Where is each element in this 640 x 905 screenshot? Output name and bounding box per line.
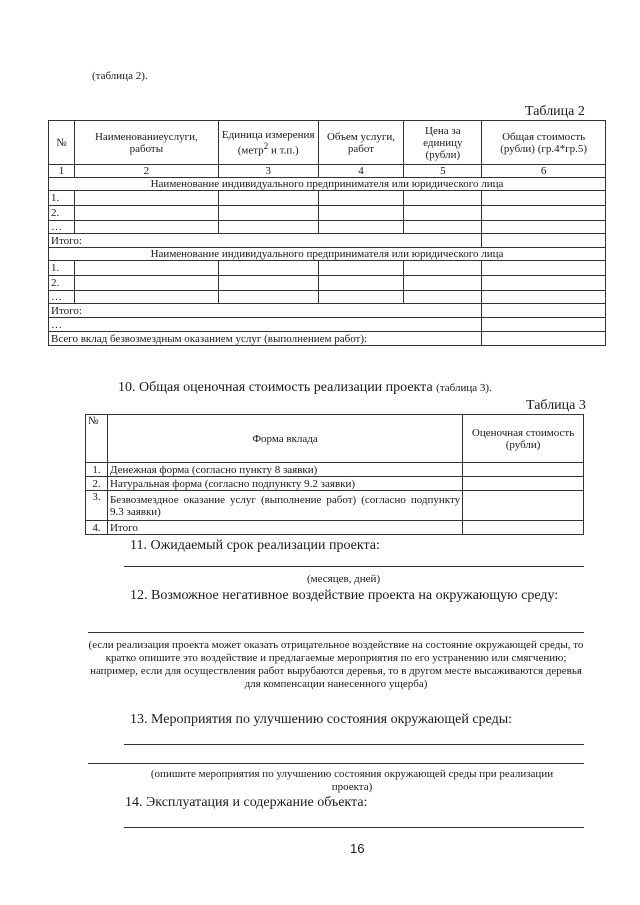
- t2-row-num: …: [49, 221, 75, 234]
- t3-row: [86, 491, 584, 521]
- table3-header-row: [86, 415, 584, 463]
- table2-caption: Таблица 2: [525, 104, 585, 119]
- section11-blank-line[interactable]: [124, 566, 584, 567]
- t2-header-total: Общая стоимость (рубли) (гр.4*гр.5): [482, 121, 606, 165]
- t2-header-num: №: [49, 121, 75, 165]
- t3-row-text: Натуральная форма (согласно подпункту 9.2 заявки): [107, 477, 462, 491]
- t2-group-label: Наименование индивидуального предпринимателя или юридического лица: [49, 248, 606, 261]
- t2-colnum: 6: [482, 165, 606, 178]
- t3-header-cost: Оценочная стоимость (рубли): [463, 415, 584, 463]
- section13-blank-line-2[interactable]: [88, 763, 584, 764]
- t2-colnum: 5: [404, 165, 482, 178]
- table3: [85, 414, 584, 535]
- t2-grand-total: Всего вклад безвозмездным оказанием услуг (выполнением работ):: [49, 332, 482, 346]
- section12-blank-line[interactable]: [88, 632, 584, 633]
- section12-title: 12. Возможное негативное воздействие проекта на окружающую среду:: [130, 588, 559, 603]
- section11-title: 11. Ожидаемый срок реализации проекта:: [130, 538, 380, 553]
- t3-row-num: 2.: [86, 477, 108, 491]
- t2-colnum-row: [49, 165, 606, 178]
- section10-ref: (таблица 3).: [436, 382, 492, 394]
- section10-line: [118, 380, 492, 396]
- t3-row-num: 3.: [86, 491, 108, 521]
- t2-subtotal: Итого:: [49, 234, 482, 248]
- table3-caption: Таблица 3: [526, 398, 586, 413]
- t2-ellipsis: …: [49, 318, 482, 332]
- section14-title: 14. Эксплуатация и содержание объекта:: [125, 795, 368, 810]
- t3-row-text: Денежная форма (согласно пункту 8 заявки): [107, 463, 462, 477]
- t3-row-num: 1.: [86, 463, 108, 477]
- intro-text: (таблица 2).: [92, 70, 148, 82]
- t2-subtotal: Итого:: [49, 304, 482, 318]
- t3-row-text: Итого: [107, 521, 462, 535]
- t3-row-num: 4.: [86, 521, 108, 535]
- t2-row-num: 2.: [49, 206, 75, 221]
- section14-blank-line[interactable]: [124, 827, 584, 828]
- t3-row: [86, 463, 584, 477]
- t3-header-form: Форма вклада: [107, 415, 462, 463]
- t2-row-num: …: [49, 291, 75, 304]
- t2-colnum: 4: [318, 165, 404, 178]
- section12-hint: (если реализация проекта может оказать отрицательное воздействие на состояние окружающей среды, то кратко опишите это воздействие и предлагаемые мероприятия по его устранению или смягчению; например, если для осуществления работ вырубаются деревья, то в другом месте высаживаются деревья для компенсации нанесенного ущерба): [88, 639, 584, 690]
- t2-header-unit-post: и т.п.): [268, 144, 299, 157]
- t2-colnum: 2: [74, 165, 218, 178]
- t3-row: [86, 521, 584, 535]
- section11-hint: (месяцев, дней): [307, 573, 381, 585]
- section13-hint: (опишите мероприятия по улучшению состояния окружающей среды при реализации проекта): [150, 768, 554, 793]
- t2-row-num: 1.: [49, 191, 75, 206]
- table2: [48, 120, 606, 346]
- t2-header-unit-sup: 2: [263, 140, 269, 151]
- t2-group-label: Наименование индивидуального предпринимателя или юридического лица: [49, 178, 606, 191]
- table2-header-row: [49, 121, 606, 165]
- t2-header-price: Цена за единицу (рубли): [404, 121, 482, 165]
- section10-title: 10. Общая оценочная стоимость реализации проекта: [118, 380, 433, 395]
- section13-title: 13. Мероприятия по улучшению состояния окружающей среды:: [130, 712, 513, 727]
- t2-colnum: 3: [218, 165, 318, 178]
- t2-header-volume: Объем услуги, работ: [318, 121, 404, 165]
- t2-colnum: 1: [49, 165, 75, 178]
- t3-row-text: Безвозмездное оказание услуг (выполнение работ) (согласно подпункту 9.3 заявки): [107, 491, 462, 521]
- t3-header-num: №: [86, 415, 108, 463]
- section13-blank-line-1[interactable]: [124, 744, 584, 745]
- t2-row-num: 2.: [49, 276, 75, 291]
- t2-row-num: 1.: [49, 261, 75, 276]
- t2-header-unit: [218, 121, 318, 165]
- page-number: 16: [350, 841, 365, 856]
- t2-header-unit-pre: Единица измерения (метр: [221, 128, 315, 157]
- t3-row: [86, 477, 584, 491]
- t2-header-name: Наименованиеуслуги, работы: [74, 121, 218, 165]
